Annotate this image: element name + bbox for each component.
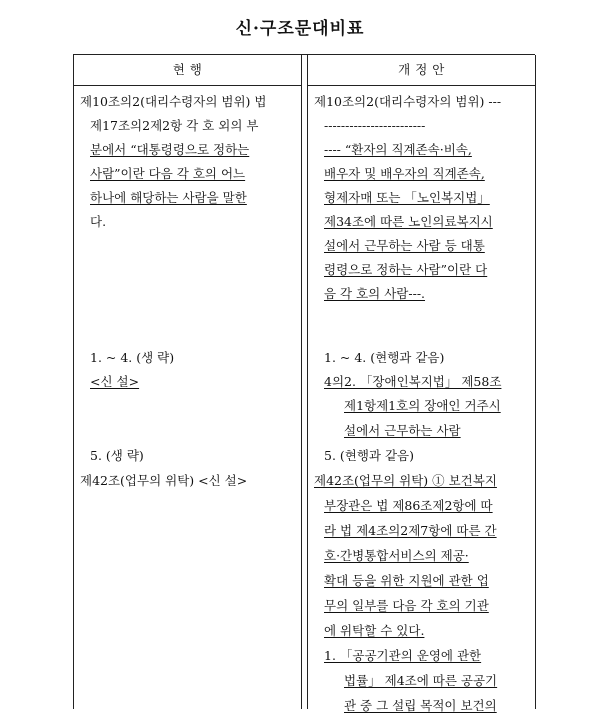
revised-text-line: 관 중 그 설립 목적이 보건의	[344, 698, 497, 713]
current-text-line: <신 설>	[90, 374, 140, 389]
revised-text-line: 4의2. 「장애인복지법」 제58조	[324, 374, 502, 389]
revised-text-line: 설에서 근무하는 사람	[344, 423, 461, 438]
comparison-table	[73, 54, 535, 713]
revised-text-line: 확대 등을 위한 지원에 관한 업	[324, 573, 489, 588]
header-current: 현 행	[73, 55, 302, 86]
revised-text-line: 제34조에 따른 노인의료복지시	[324, 214, 493, 229]
revised-text-line: ---- “환자의 직계존속·비속,	[324, 142, 472, 157]
revised-text-column	[307, 86, 536, 713]
revised-text-line: ------------------------	[324, 118, 426, 133]
header-revised: 개 정 안	[307, 55, 536, 86]
revised-text-line: 1. ~ 4. (현행과 같음)	[324, 350, 445, 365]
current-text-line: 분에서 “대통령령으로 정하는	[90, 142, 250, 157]
revised-text-line: 제10조의2(대리수령자의 범위) ---	[314, 94, 502, 109]
current-text-line: 제10조의2(대리수령자의 범위) 법	[80, 94, 267, 109]
current-text-line: 제17조의2제2항 각 호 외의 부	[90, 118, 259, 133]
current-text-column	[73, 86, 302, 709]
revised-text-line: 법률」 제4조에 따른 공공기	[344, 673, 498, 688]
revised-text-line: 부장관은 법 제86조제2항에 따	[324, 498, 493, 513]
revised-text-line: 제1항제1호의 장애인 거주시	[344, 398, 501, 413]
revised-text-line: 설에서 근무하는 사람 등 대통	[324, 238, 485, 253]
current-text-line: 5. (생 략)	[90, 448, 144, 463]
revised-text-line: 1. 「공공기관의 운영에 관한	[324, 648, 482, 663]
revised-text-line: 에 위탁할 수 있다.	[324, 623, 425, 638]
revised-text-line: 제42조(업무의 위탁) ① 보건복지	[314, 473, 497, 488]
revised-text-line: 라 법 제4조의2제7항에 따른 간	[324, 523, 497, 538]
revised-text-line: 호·간병통합서비스의 제공·	[324, 548, 469, 563]
revised-text-line: 5. (현행과 같음)	[324, 448, 415, 463]
current-text-line: 제42조(업무의 위탁) <신 설>	[80, 473, 248, 488]
revised-text-line: 무의 일부를 다음 각 호의 기관	[324, 598, 489, 613]
current-text-line: 다.	[90, 214, 107, 229]
document-title: 신·구조문대비표	[235, 19, 365, 39]
revised-text-line: 배우자 및 배우자의 직계존속,	[324, 166, 485, 181]
current-text-line: 사람”이란 다음 각 호의 어느	[90, 166, 246, 181]
revised-text-line: 령령으로 정하는 사람”이란 다	[324, 262, 488, 277]
current-text-line: 하나에 해당하는 사람을 말한	[90, 190, 247, 205]
revised-text-line: 형제자매 또는 「노인복지법」	[324, 190, 490, 205]
revised-text-line: 음 각 호의 사람---.	[324, 286, 426, 301]
current-text-line: 1. ~ 4. (생 략)	[90, 350, 175, 365]
